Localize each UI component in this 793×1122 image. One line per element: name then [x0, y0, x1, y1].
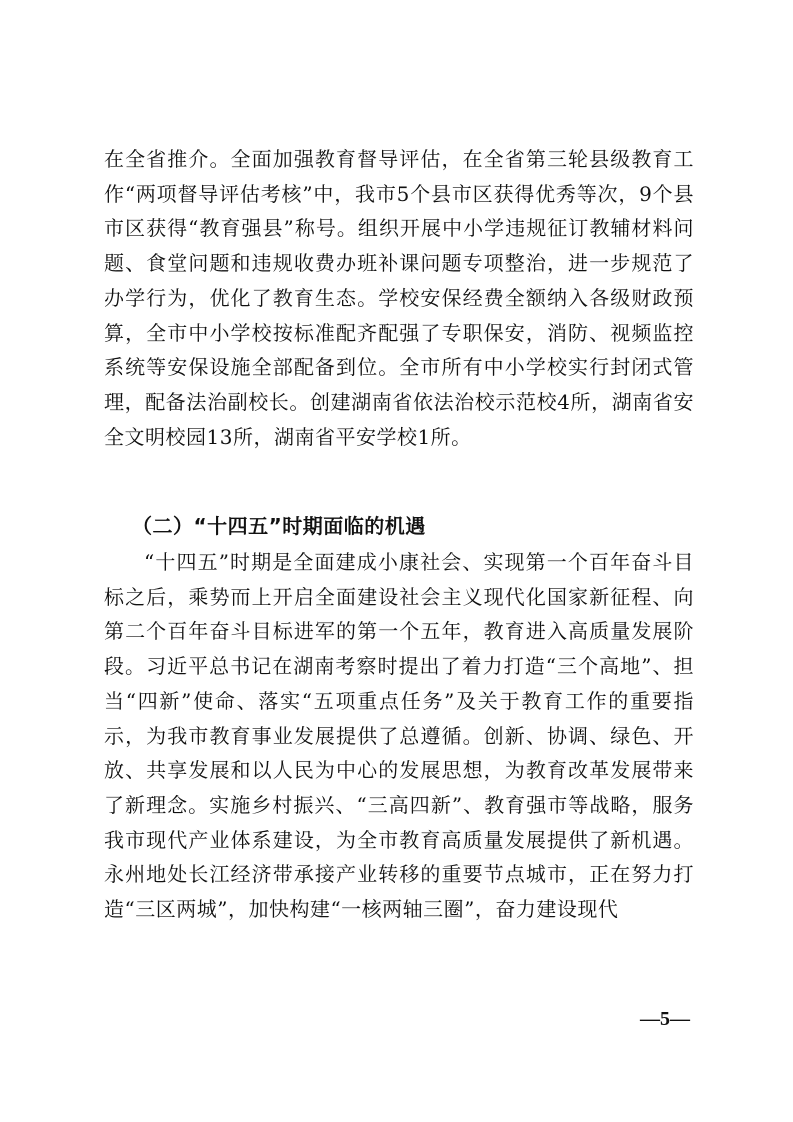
section-heading: （二）“十四五”时期面临的机遇 — [132, 514, 426, 538]
page-number: —5— — [640, 1008, 690, 1030]
body-paragraph-2: “十四五”时期是全面建成小康社会、实现第一个百年奋斗目标之后，乘势而上开启全面建设社会主义现代化国家新征程、向第二个百年奋斗目标进军的第一个五年，教育进入高质量发展阶段。习近平总书记在湖南考察时提出了着力打造“三个高地”、担当“四新”使命、落实“五项重点任务”及关于教育工作的重要指示，为我市教育事业发展提供了总遵循。创新、协调、绿色、开放、共享发展和以人民为中心的发展思想，为教育改革发展带来了新理念。实施乡村振兴、“三高四新”、教育强市等战略，服务我市现代产业体系建设，为全市教育高质量发展提供了新机遇。永州地处长江经济带承接产业转移的重要节点城市，正在努力打造“三区两城”，加快构建“一核两轴三圈”，奋力建设现代 — [104, 550, 694, 922]
body-paragraph-1: 在全省推介。全面加强教育督导评估，在全省第三轮县级教育工作“两项督导评估考核”中，我市5个县市区获得优秀等次，9个县市区获得“教育强县”称号。组织开展中小学违规征订教辅材料问题、食堂问题和违规收费办班补课问题专项整治，进一步规范了办学行为，优化了教育生态。学校安保经费全额纳入各级财政预算，全市中小学校按标准配齐配强了专职保安，消防、视频监控系统等安保设施全部配备到位。全市所有中小学校实行封闭式管理，配备法治副校长。创建湖南省依法治校示范校4所，湖南省安全文明校园13所，湖南省平安学校1所。 — [104, 147, 694, 449]
